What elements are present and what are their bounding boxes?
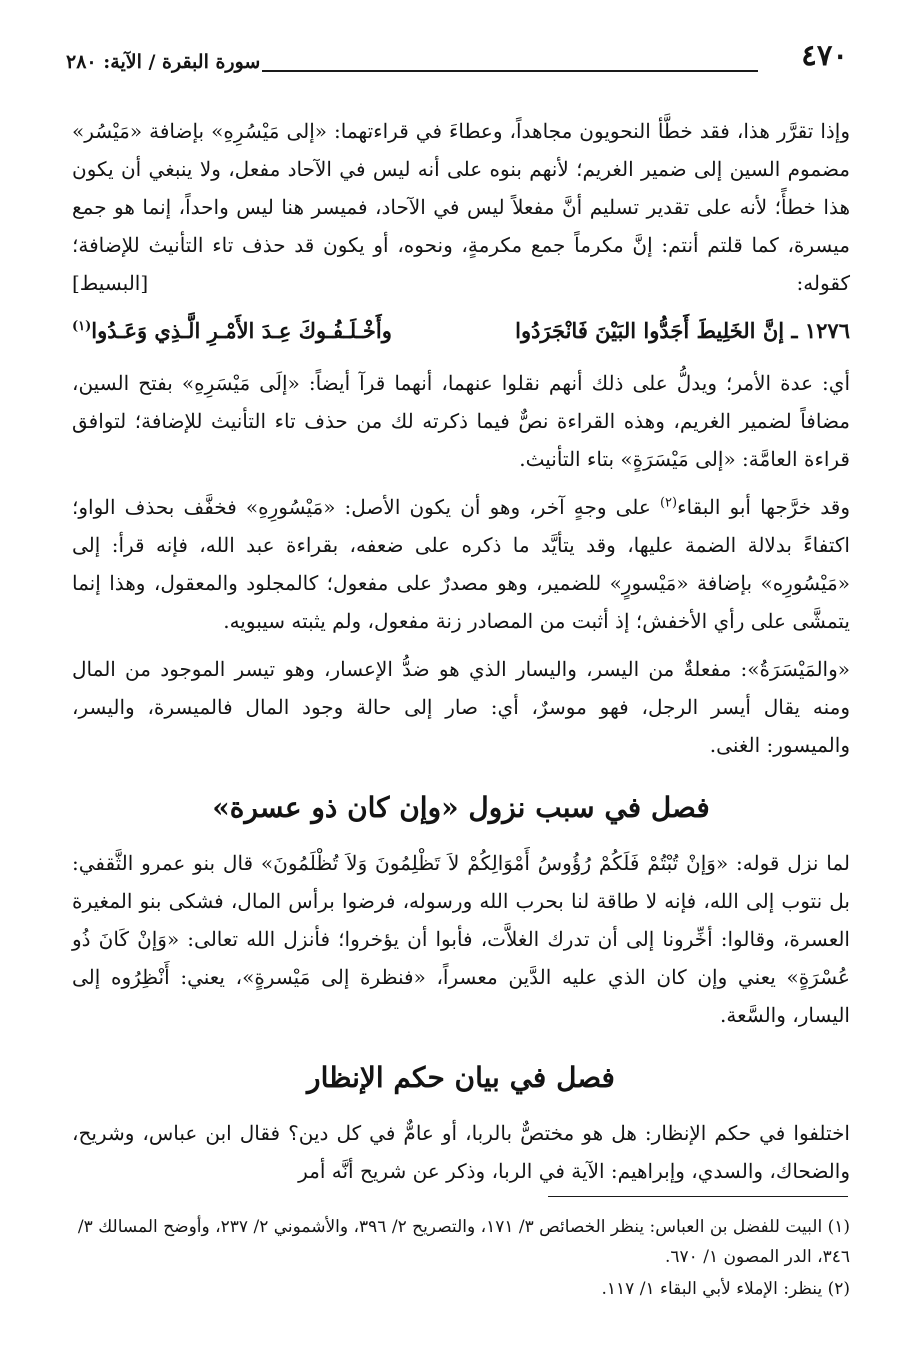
page-number: ٤٧٠ — [801, 38, 848, 72]
poetry-verse — [72, 312, 850, 350]
footnote-ref: (١) — [72, 319, 92, 334]
paragraph: أي: عدة الأمر؛ ويدلُّ على ذلك أنهم نقلوا عنهما، أنهما قرآ أيضاً: «إلَى مَيْسَرِهِ» بفتح السين، مضافاً لضمير الغريم، وهذه القراءة نصٌّ فيما ذكرته لك من حذف تاء التأنيث للإضافة؛ لتوافق قراءة العامَّة: «إلى مَيْسَرَةٍ» بتاء التأنيث. — [72, 371, 850, 471]
footnote-ref: (٢) — [659, 495, 678, 511]
poetic-meter: [البسيط] — [72, 271, 149, 295]
footnote: (١) البيت للفضل بن العباس: ينظر الخصائص ٣/ ١٧١، والتصريح ٢/ ٣٩٦، والأشموني ٢/ ٢٣٧، وأوضح المسالك ٣/ ٣٤٦، الدر المصون ١/ ٦٧٠. — [77, 1217, 850, 1267]
footnote: (٢) ينظر: الإملاء لأبي البقاء ١/ ١١٧. — [601, 1279, 850, 1299]
paragraph — [72, 488, 850, 640]
verse-text: وأَخْـلَـفُـوكَ عِـدَ الأَمْـرِ الَّـذِي وَعَـدُوا — [91, 318, 392, 343]
paragraph-text: وإذا تقرَّر هذا، فقد خطَّأ النحويون مجاهداً، وعطاءَ في قراءتهما: «إلى مَيْسُرِهِ» بإضافة «مَيْسُر» مضموم السين إلى ضمير الغريم؛ لأنهم بنوه على أنه ليس في الآحاد مفعل، ولا ينبغي أن يكون هذا خطأً؛ لأنه على تقدير تسليم أنَّ مفعلاً ليس في الآحاد، فميسر هنا ليس واحداً، إنما هو جمع ميسرة، كما قلتم أنتم: إنَّ مكرماً جمع مكرمةٍ، ونحوه، أو يكون قد حذف تاء التأنيث للإضافة؛ كقوله: — [72, 119, 851, 295]
verse-first-hemistich — [515, 312, 850, 350]
verse-text: إنَّ الخَلِيطَ أَجَدُّوا البَيْنَ فَانْجَرَدُوا — [515, 318, 785, 343]
verse-number: ١٢٧٦ ـ — [791, 318, 850, 343]
section-heading: فصل في سبب نزول «وإن كان ذو عسرة» — [212, 791, 710, 824]
section-heading: فصل في بيان حكم الإنظار — [307, 1061, 615, 1094]
footnote-separator — [548, 1196, 848, 1197]
surah-reference: سورة البقرة / الآية: ٢٨٠ — [66, 51, 261, 73]
paragraph: لما نزل قوله: «وَإنْ تُبْتُمْ فَلَكُمْ رُؤُوسُ أَمْوَالِكُمْ لاَ تَظْلِمُونَ وَلاَ تُظْلَمُونَ» قال بنو عمرو الثَّقفي: بل نتوب إلى الله، فإنه لا طاقة لنا بحرب الله ورسوله، فرضوا برأس المال، فشكى بنو المغيرة العسرة، وقالوا: أخِّرونا إلى أن تدرك الغلاَّت، فأبوا أن يؤخروا؛ فأنزل الله تعالى: «وَإنْ كَانَ ذُو عُسْرَةٍ» يعني وإن كان الذي عليه الدَّين معسراً، «فنظرة إلى مَيْسرةٍ»، يعني: أَنْظِرُوه إلى اليسار، والسَّعة. — [72, 851, 850, 1027]
paragraph: «والمَيْسَرَةُ»: مفعلةٌ من اليسر، واليسار الذي هو ضدُّ الإعسار، وهو تيسر الموجود من المال ومنه يقال أيسر الرجل، فهو موسرٌ، أي: صار إلى حالة وجود المال فالميسرة، واليسر، والميسور: الغنى. — [72, 657, 850, 757]
paragraph — [72, 112, 850, 302]
verse-second-hemistich — [72, 312, 392, 350]
paragraph: اختلفوا في حكم الإنظار: هل هو مختصٌّ بالربا، أو عامٌّ في كل دين؟ فقال ابن عباس، وشريح، والضحاك، والسدي، وإبراهيم: الآية في الربا، وذكر عن شريح أنَّه أمر — [72, 1121, 850, 1183]
main-text — [72, 112, 850, 1200]
footnotes — [72, 1212, 850, 1306]
paragraph-text: وقد خرَّجها أبو البقاء — [677, 495, 850, 519]
paragraph-text: على وجهٍ آخر، وهو أن يكون الأصل: «مَيْسُورِهِ» فخفَّف بحذف الواو؛ اكتفاءً بدلالة الضمة عليها، وقد يتأيَّد ما ذكره على ضعفه، بقراءة عبد الله، فإنه قرأ: إلى «مَيْسُورِه» بإضافة «مَيْسورٍ» للضمير، وهو مصدرٌ على مفعول؛ كالمجلود والمعقول، وهذا إنما يتمشَّى على رأي الأخفش؛ إذ أثبت من المصادر زنة مفعول، ولم يثبته سيبويه. — [72, 495, 851, 633]
running-header — [66, 36, 848, 76]
header-rule — [262, 70, 758, 72]
